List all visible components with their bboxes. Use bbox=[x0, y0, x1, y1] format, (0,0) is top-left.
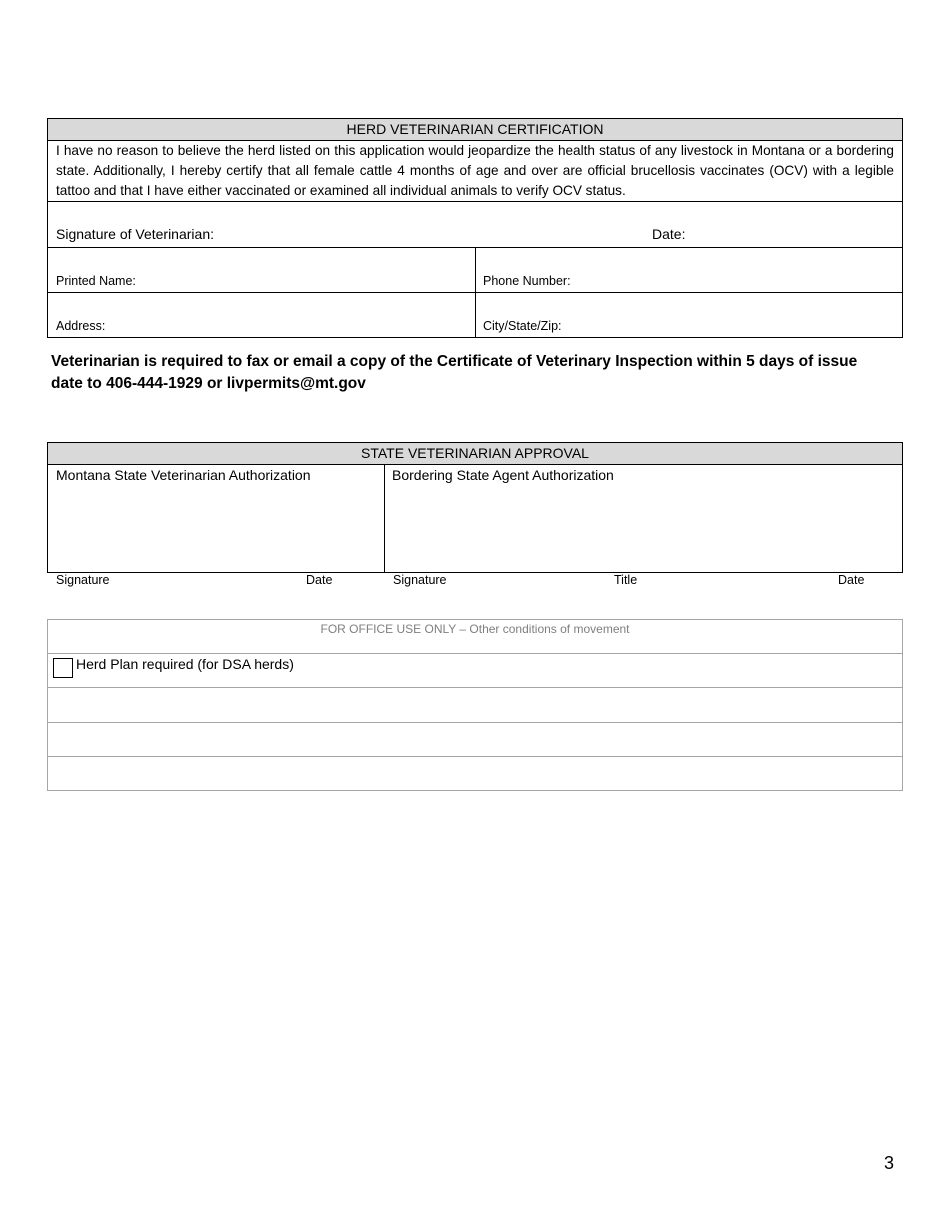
office-use-section bbox=[47, 619, 903, 791]
bordering-date-caption: Date bbox=[838, 573, 865, 587]
montana-authorization-label: Montana State Veterinarian Authorization bbox=[56, 467, 311, 483]
herd-certification-statement: I have no reason to believe the herd listed on this application would jeopardize the health status of any livestock in Montana or a bordering state. Additionally, I hereby certify that all female cattle 4 months of age and over are official brucellosis vaccinates (OCV) with a legible tattoo and that I have either vaccinated or examined all individual animals to verify OCV status. bbox=[56, 143, 894, 198]
office-use-line-1[interactable] bbox=[48, 688, 902, 723]
herd-certification-title: HERD VETERINARIAN CERTIFICATION bbox=[48, 119, 902, 141]
vet-signature-row[interactable] bbox=[48, 201, 902, 247]
notice-line-1: Veterinarian is required to fax or email a copy of the Certificate of Veterinary Inspection within 5 days of issue bbox=[51, 353, 858, 370]
herd-plan-label: Herd Plan required (for DSA herds) bbox=[76, 656, 294, 672]
vet-date-label: Date: bbox=[652, 226, 686, 242]
office-use-line-2[interactable] bbox=[48, 723, 902, 757]
bordering-authorization-label: Bordering State Agent Authorization bbox=[392, 467, 614, 483]
printed-name-field[interactable] bbox=[48, 248, 476, 292]
montana-signature-caption: Signature bbox=[56, 573, 110, 587]
bordering-signature-caption: Signature bbox=[393, 573, 447, 587]
address-row bbox=[48, 292, 902, 337]
notice-line-2: date to 406-444-1929 or livpermits@mt.gov bbox=[51, 375, 366, 392]
state-approval-title: STATE VETERINARIAN APPROVAL bbox=[48, 443, 902, 465]
city-state-zip-label: City/State/Zip: bbox=[483, 319, 562, 333]
herd-certification-section bbox=[47, 118, 903, 338]
herd-plan-checkbox[interactable] bbox=[53, 658, 73, 678]
cvi-submission-notice bbox=[51, 351, 911, 395]
office-use-line-3[interactable] bbox=[48, 757, 902, 790]
montana-date-caption: Date bbox=[306, 573, 333, 587]
address-field[interactable] bbox=[48, 293, 476, 338]
printed-name-label: Printed Name: bbox=[56, 274, 136, 288]
page-number: 3 bbox=[884, 1153, 895, 1173]
montana-authorization-box[interactable] bbox=[48, 465, 385, 572]
phone-number-label: Phone Number: bbox=[483, 274, 571, 288]
city-state-zip-field[interactable] bbox=[476, 293, 902, 338]
address-label: Address: bbox=[56, 319, 106, 333]
herd-plan-row bbox=[48, 654, 902, 688]
phone-number-field[interactable] bbox=[476, 248, 902, 292]
office-use-title: FOR OFFICE USE ONLY – Other conditions of movement bbox=[48, 620, 902, 654]
bordering-title-caption: Title bbox=[614, 573, 638, 587]
vet-signature-label: Signature of Veterinarian: bbox=[56, 226, 214, 242]
printed-name-row bbox=[48, 247, 902, 292]
state-approval-section bbox=[47, 442, 903, 573]
bordering-authorization-box[interactable] bbox=[385, 465, 902, 572]
